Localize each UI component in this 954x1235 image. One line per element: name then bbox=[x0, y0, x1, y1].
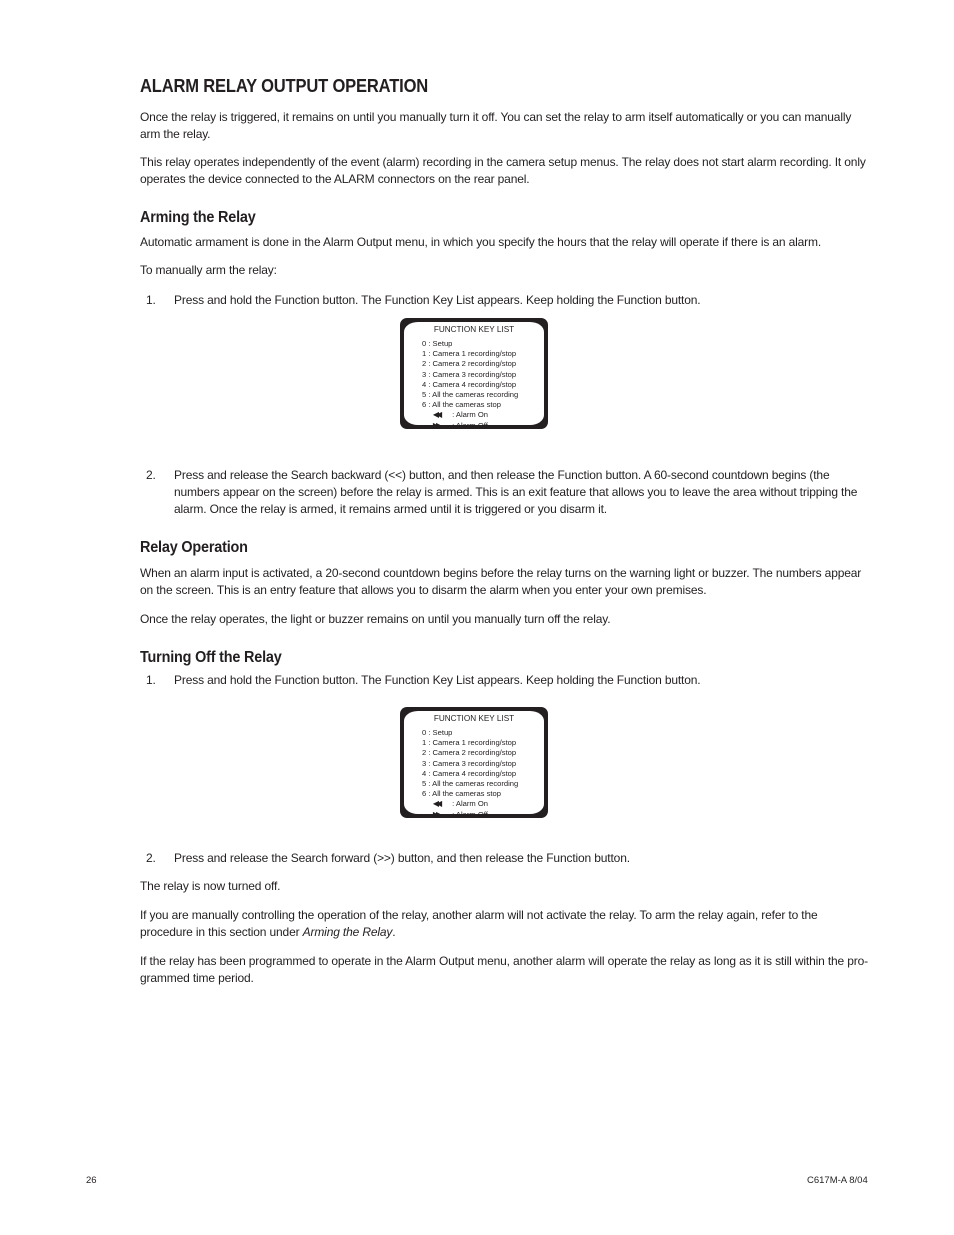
function-key-item: 6 : All the cameras stop bbox=[422, 789, 501, 799]
alarm-off-label: : Alarm Off bbox=[452, 809, 488, 819]
step-text: Press and release the Search backward (<<) button, and then release the Function button. A 60-second countdown begins (the numbers appear on the screen) before the relay is armed. This is an exit feature that allows you to leave the area without tripping the alarm. Once the relay is armed, it remains armed until it is triggered or you disarm it. bbox=[174, 468, 858, 516]
document-code: C617M-A 8/04 bbox=[807, 1175, 868, 1186]
alarm-off-label: : Alarm Off bbox=[452, 420, 488, 430]
paragraph-text: If you are manually controlling the operation of the relay, another alarm will not activate the relay. To arm the relay again, refer to the procedure in this section under bbox=[140, 908, 818, 939]
function-key-item: 0 : Setup bbox=[422, 339, 453, 348]
alarm-off-row bbox=[422, 421, 518, 431]
function-key-item: 4 : Camera 4 recording/stop bbox=[422, 768, 517, 778]
arming-paragraph-1: Automatic armament is done in the Alarm Output menu, in which you specify the hours that the relay will operate if there is an alarm. bbox=[140, 235, 822, 249]
screen-title: FUNCTION KEY LIST bbox=[433, 325, 515, 334]
arming-paragraph-2: To manually arm the relay: bbox=[140, 263, 277, 277]
step-number: 2. bbox=[146, 468, 156, 482]
relay-operation-paragraph-1: When an alarm input is activated, a 20-second countdown begins before the relay turns on the warning light or buzzer. The numbers appear on the screen. This is an entry feature that allows you to disarm the alarm when you enter your own premises. bbox=[140, 566, 862, 597]
step-text: Press and hold the Function button. The Function Key List appears. Keep holding the Function button. bbox=[174, 293, 701, 307]
screen-display bbox=[404, 711, 544, 819]
function-key-item: 4 : Camera 4 recording/stop bbox=[422, 379, 517, 389]
alarm-on-row bbox=[422, 410, 518, 420]
step-number: 1. bbox=[146, 293, 156, 307]
function-key-item: 1 : Camera 1 recording/stop bbox=[422, 349, 517, 359]
relay-operation-heading: Relay Operation bbox=[140, 539, 248, 556]
turning-off-heading: Turning Off the Relay bbox=[140, 649, 282, 666]
function-key-item: 2 : Camera 2 recording/stop bbox=[422, 748, 517, 758]
function-key-items bbox=[422, 728, 518, 820]
function-key-list-screen bbox=[400, 707, 548, 818]
arming-step-1 bbox=[140, 292, 870, 309]
arming-step-2 bbox=[140, 467, 870, 518]
function-key-item: 1 : Camera 1 recording/stop bbox=[422, 738, 517, 748]
function-key-list-screen bbox=[400, 318, 548, 429]
alarm-on-label: : Alarm On bbox=[452, 799, 488, 809]
page-title: ALARM RELAY OUTPUT OPERATION bbox=[140, 76, 429, 96]
step-text: Press and release the Search forward (>>) button, and then release the Function button. bbox=[174, 851, 630, 865]
turning-off-step-2 bbox=[140, 850, 870, 867]
function-key-item: 5 : All the cameras recording bbox=[422, 779, 519, 789]
function-key-screen-1-wrapper bbox=[140, 309, 870, 459]
function-key-item: 5 : All the cameras recording bbox=[422, 390, 519, 400]
alarm-on-label: : Alarm On bbox=[452, 410, 488, 420]
function-key-item: 0 : Setup bbox=[422, 728, 453, 737]
rewind-icon: ◀◀ bbox=[432, 799, 440, 809]
function-key-items bbox=[422, 339, 518, 431]
fast-forward-icon: ▶▶ bbox=[432, 809, 440, 819]
intro-paragraph-2: This relay operates independently of the event (alarm) recording in the camera setup menus. The relay does not start alarm recording. It only operates the device connected to the ALARM connectors on the rear panel. bbox=[140, 155, 866, 186]
section-reference: Arming the Relay bbox=[302, 925, 393, 939]
intro-paragraph-1: Once the relay is triggered, it remains on until you manually turn it off. You can set the relay to arm itself automatically or you can manually arm the relay. bbox=[140, 110, 852, 141]
screen-display bbox=[404, 322, 544, 430]
page-content bbox=[140, 76, 870, 987]
function-key-item: 3 : Camera 3 recording/stop bbox=[422, 369, 517, 379]
alarm-on-row bbox=[422, 799, 518, 809]
arming-heading: Arming the Relay bbox=[140, 209, 256, 226]
turning-off-paragraph-3: If the relay has been programmed to operate in the Alarm Output menu, another alarm will operate the relay as long as it is still within the pro-grammed time period. bbox=[140, 954, 868, 985]
turning-off-step-1 bbox=[140, 672, 870, 689]
step-number: 2. bbox=[146, 851, 156, 865]
function-key-item: 2 : Camera 2 recording/stop bbox=[422, 359, 517, 369]
function-key-item: 6 : All the cameras stop bbox=[422, 400, 501, 410]
function-key-screen-2-wrapper bbox=[140, 689, 870, 842]
relay-operation-paragraph-2: Once the relay operates, the light or buzzer remains on until you manually turn off the relay. bbox=[140, 612, 611, 626]
turning-off-paragraph-1: The relay is now turned off. bbox=[140, 879, 281, 893]
alarm-off-row bbox=[422, 810, 518, 820]
step-text: Press and hold the Function button. The Function Key List appears. Keep holding the Function button. bbox=[174, 673, 701, 687]
screen-title: FUNCTION KEY LIST bbox=[433, 714, 515, 723]
page-number: 26 bbox=[86, 1175, 97, 1186]
rewind-icon: ◀◀ bbox=[432, 410, 440, 420]
paragraph-text: . bbox=[392, 925, 396, 939]
fast-forward-icon: ▶▶ bbox=[432, 420, 440, 430]
step-number: 1. bbox=[146, 673, 156, 687]
function-key-item: 3 : Camera 3 recording/stop bbox=[422, 758, 517, 768]
turning-off-paragraph-2 bbox=[140, 907, 870, 941]
